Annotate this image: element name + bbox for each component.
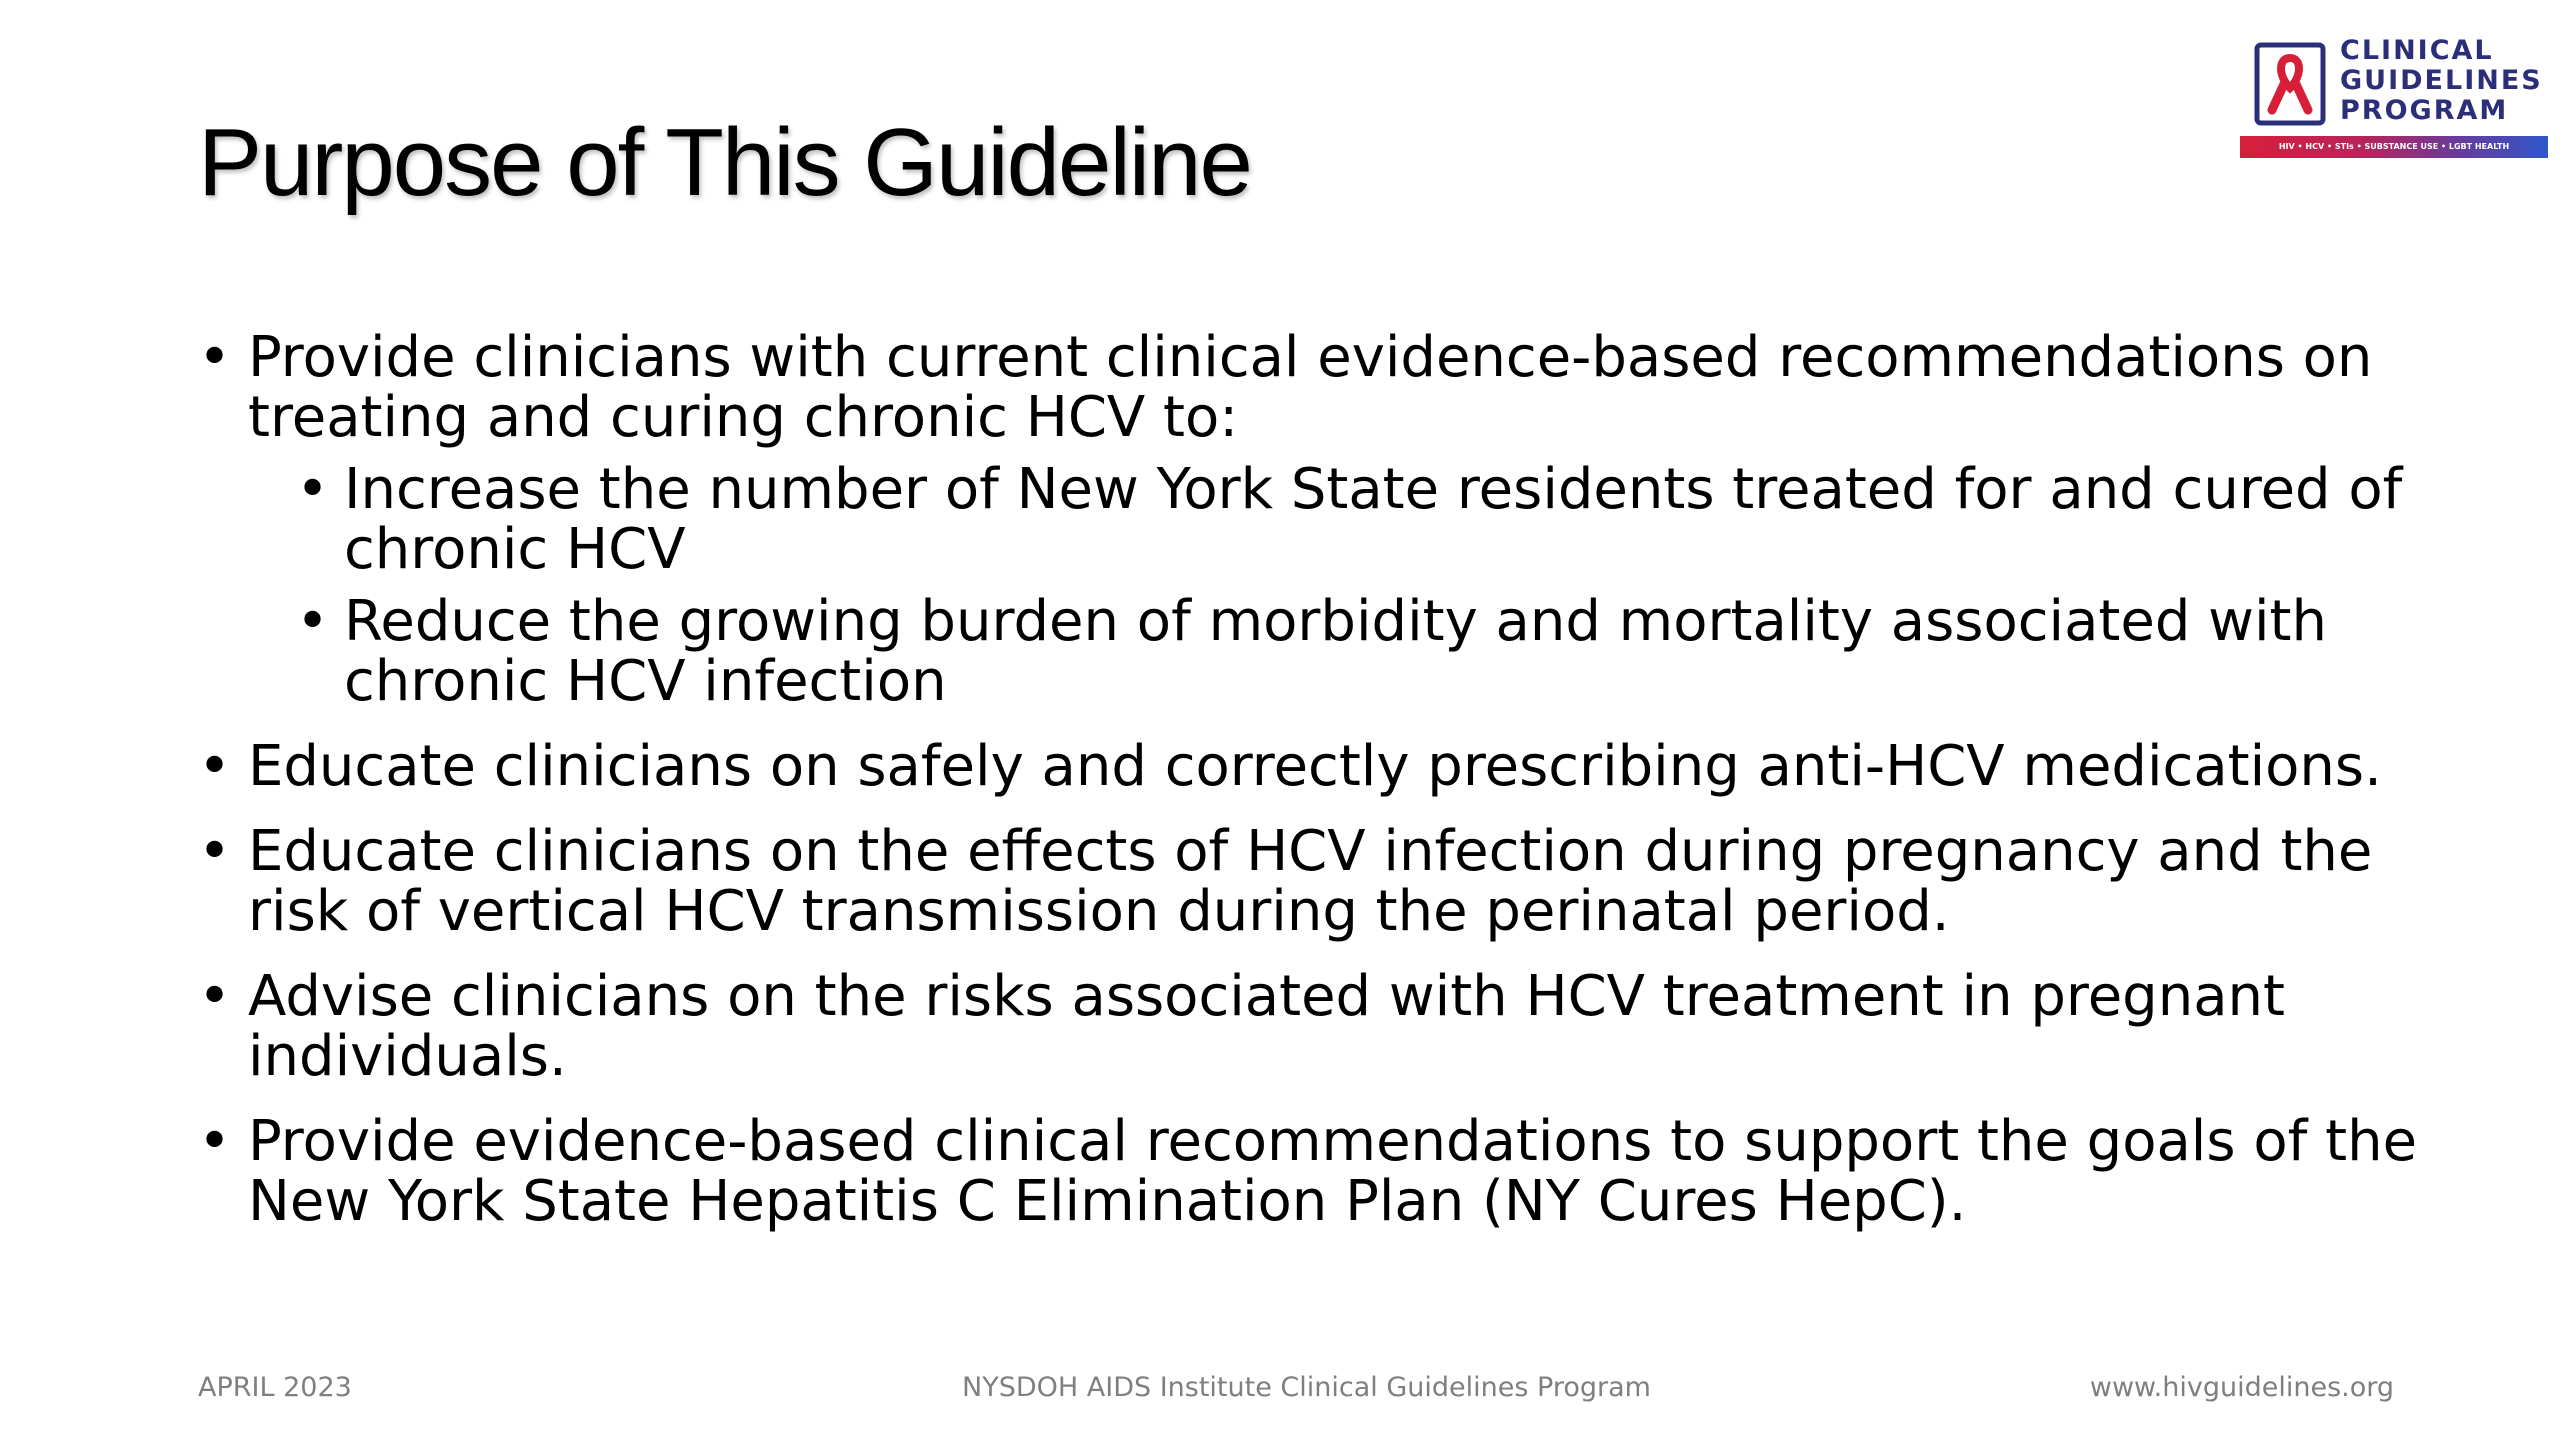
bullet-item: • Advise clinicians on the risks associated with HCV treatment in pregnant individuals.	[198, 967, 2418, 1087]
bullet-item: • Educate clinicians on safely and correctly prescribing anti-HCV medications.	[198, 737, 2418, 797]
logo-tagline-bar: HIV • HCV • STIs • SUBSTANCE USE • LGBT HEALTH	[2240, 136, 2548, 158]
logo-line-2: GUIDELINES	[2340, 65, 2543, 96]
slide-title: Purpose of This Guideline	[198, 109, 1251, 216]
red-ribbon-icon	[2254, 42, 2326, 126]
bullet-list	[198, 325, 2418, 1257]
sub-bullet-item: • Increase the number of New York State residents treated for and cured of chronic HCV	[296, 460, 2418, 580]
logo-line-3: PROGRAM	[2340, 95, 2509, 126]
footer-program: NYSDOH AIDS Institute Clinical Guidelines Program	[962, 1372, 1651, 1403]
footer-url: www.hivguidelines.org	[2089, 1372, 2394, 1403]
logo-line-1: CLINICAL	[2340, 35, 2494, 66]
footer-date: APRIL 2023	[198, 1372, 352, 1403]
bullet-item	[198, 325, 2418, 714]
clinical-guidelines-program-logo	[2240, 36, 2548, 162]
bullet-text: • Provide clinicians with current clinical evidence-based recommendations on treating and curing chronic HCV to:	[248, 325, 2373, 450]
sub-bullet-list	[248, 457, 2418, 714]
sub-bullet-item: • Reduce the growing burden of morbidity and mortality associated with chronic HCV infection	[296, 592, 2418, 712]
logo-wordmark	[2340, 36, 2543, 126]
bullet-item: • Educate clinicians on the effects of HCV infection during pregnancy and the risk of vertical HCV transmission during the perinatal period.	[198, 822, 2418, 942]
bullet-item: • Provide evidence-based clinical recommendations to support the goals of the New York State Hepatitis C Elimination Plan (NY Cures HepC).	[198, 1112, 2418, 1232]
